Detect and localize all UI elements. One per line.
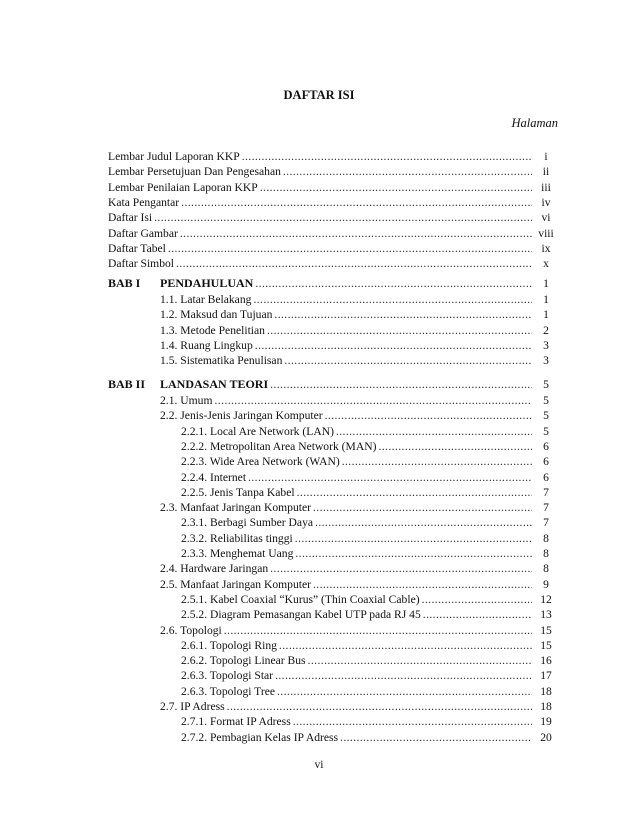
dot-leader xyxy=(274,307,532,322)
dot-leader xyxy=(260,180,532,195)
toc-page-number: 1 xyxy=(543,277,549,290)
toc-entry-row xyxy=(160,561,558,576)
dot-leader xyxy=(284,353,532,368)
toc-page-number: 9 xyxy=(543,577,549,591)
toc-entry-row xyxy=(181,424,558,439)
toc-page-number: vi xyxy=(541,211,551,225)
toc-page-number: 5 xyxy=(543,394,549,407)
toc-entry-row xyxy=(108,226,558,241)
dot-leader xyxy=(227,699,532,714)
toc-entry-row xyxy=(181,531,558,546)
dot-leader xyxy=(255,338,532,353)
toc-page-number: 8 xyxy=(543,547,549,560)
toc-entry-label: 2.7.2. Pembagian Kelas IP Adress xyxy=(181,730,339,744)
toc-entry-label: 2.2. Jenis-Jenis Jaringan Komputer xyxy=(160,409,323,423)
toc-chapter-row xyxy=(108,377,558,392)
dot-leader xyxy=(270,561,532,576)
toc-entry-row xyxy=(181,546,558,561)
toc-entry-row xyxy=(108,180,558,195)
toc-entry-label: 1.1. Latar Belakang xyxy=(160,293,252,306)
toc-page-number: 5 xyxy=(543,409,549,423)
toc-page-number: 8 xyxy=(543,562,549,576)
toc-page-number: 13 xyxy=(540,608,552,622)
toc-entry-label: Daftar Tabel xyxy=(108,241,166,255)
toc-page-number: 1 xyxy=(543,308,549,322)
chapter-heading: PENDAHULUAN xyxy=(160,276,254,290)
toc-entry-row xyxy=(181,470,558,485)
toc-entry-label: 2.6.3. Topologi Star xyxy=(181,669,274,683)
toc-entry-label: 2.2.2. Metropolitan Area Network (MAN) xyxy=(181,439,377,453)
toc-entry-row xyxy=(181,592,558,607)
toc-entry-label: 2.3. Manfaat Jaringan Komputer xyxy=(160,501,311,515)
toc-entry-row xyxy=(181,485,558,500)
dot-leader xyxy=(255,276,532,291)
toc-entry-label: 2.3.3. Menghemat Uang xyxy=(181,547,294,560)
toc-entry-row xyxy=(108,241,558,256)
toc-entry-label: 2.7. IP Adress xyxy=(160,700,225,713)
toc-entry-label: 2.5.2. Diagram Pemasangan Kabel UTP pada RJ 45 xyxy=(181,608,421,622)
toc-entry-row xyxy=(160,307,558,322)
toc-entry-row xyxy=(181,638,558,653)
toc-page-number: 17 xyxy=(540,669,552,683)
toc-entry-row xyxy=(160,393,558,408)
toc-entry-label: 2.4. Hardware Jaringan xyxy=(160,562,269,576)
toc-entry-row xyxy=(160,408,558,423)
toc-entry-row xyxy=(160,623,558,638)
toc-page-number: 5 xyxy=(543,378,549,391)
toc-page-number: 6 xyxy=(543,455,549,469)
toc-entry-row xyxy=(160,292,558,307)
toc-entry-label: 2.6.1. Topologi Ring xyxy=(181,638,277,652)
dot-leader xyxy=(315,515,532,530)
toc-page-number: 20 xyxy=(540,730,552,744)
toc-entry-row xyxy=(160,699,558,714)
dot-leader xyxy=(168,241,532,256)
toc-page-number: i xyxy=(544,150,548,163)
toc-entry-label: Daftar Gambar xyxy=(108,226,178,240)
toc-entry-row xyxy=(181,714,558,729)
toc-entry-label: 2.7.1. Format IP Adress xyxy=(181,715,291,729)
toc-page-number: 3 xyxy=(543,354,549,368)
dot-leader xyxy=(279,638,532,653)
toc-page-number: viii xyxy=(538,226,554,240)
toc-entry-label: 2.2.4. Internet xyxy=(181,470,247,484)
dot-leader xyxy=(297,485,532,500)
toc-page-number: 2 xyxy=(543,323,549,337)
toc-page-number: 15 xyxy=(540,623,552,637)
toc-page-number: 15 xyxy=(540,638,552,652)
toc-page-number: 7 xyxy=(543,485,549,499)
toc-entry-label: 2.2.3. Wide Area Network (WAN) xyxy=(181,455,340,469)
toc-entry-row xyxy=(108,210,558,225)
toc-page-number: 7 xyxy=(543,516,549,530)
toc-entry-label: Kata Pengantar xyxy=(108,195,180,209)
toc-entry-label: 2.1. Umum xyxy=(160,394,213,407)
toc-entry-label: Daftar Isi xyxy=(108,211,153,225)
toc-entry-label: 2.5.1. Kabel Coaxial “Kurus” (Thin Coaxial Cable) xyxy=(181,592,420,606)
dot-leader xyxy=(253,292,532,307)
dot-leader xyxy=(270,377,532,392)
dot-leader xyxy=(248,470,532,485)
toc-entry-row xyxy=(160,353,558,368)
page-number: vi xyxy=(314,758,324,771)
dot-leader xyxy=(267,323,532,338)
dot-leader xyxy=(423,607,532,622)
toc-page-number: iv xyxy=(541,195,551,209)
dot-leader xyxy=(242,149,532,164)
toc-entry-label: 2.6.2. Topologi Linear Bus xyxy=(181,654,306,668)
toc-entry-label: 1.2. Maksud dan Tujuan xyxy=(160,308,273,322)
dot-leader xyxy=(275,668,532,683)
page-title: DAFTAR ISI xyxy=(283,88,355,102)
dot-leader xyxy=(224,623,532,638)
toc-entry-label: 2.6.3. Topologi Tree xyxy=(181,684,275,698)
dot-leader xyxy=(283,164,532,179)
toc-page-number: x xyxy=(543,257,549,271)
toc-entry-row xyxy=(108,195,558,210)
toc-page-number: 5 xyxy=(543,424,549,438)
toc-page-number: iii xyxy=(541,180,551,194)
toc-entry-row xyxy=(108,149,558,164)
dot-leader xyxy=(215,393,533,408)
toc-entry-label: 2.6. Topologi xyxy=(160,623,222,637)
dot-leader xyxy=(313,500,532,515)
toc-entry-label: 1.3. Metode Penelitian xyxy=(160,323,265,337)
dot-leader xyxy=(277,684,532,699)
toc-page-number: ix xyxy=(541,241,551,255)
toc-page-number: 3 xyxy=(543,338,549,352)
toc-entry-label: Daftar Simbol xyxy=(108,257,175,271)
toc-entry-row xyxy=(108,164,558,179)
dot-leader xyxy=(308,653,532,668)
toc-entry-row xyxy=(160,323,558,338)
toc-entry-row xyxy=(160,500,558,515)
toc-page-number: 6 xyxy=(543,439,549,453)
toc-page-number: 12 xyxy=(540,592,552,606)
toc-page-number: 1 xyxy=(543,293,549,306)
dot-leader xyxy=(180,226,532,241)
toc-entry-label: 2.3.2. Reliabilitas tinggi xyxy=(181,531,293,545)
toc-entry-row xyxy=(181,515,558,530)
toc-entry-row xyxy=(181,607,558,622)
chapter-number: BAB I xyxy=(108,276,141,290)
toc-page-number: 19 xyxy=(540,715,552,729)
toc-entry-label: 2.2.5. Jenis Tanpa Kabel xyxy=(181,485,295,499)
toc-page-number: ii xyxy=(542,165,550,179)
toc-entry-label: Lembar Judul Laporan KKP xyxy=(108,150,240,163)
toc-chapter-row xyxy=(108,276,558,291)
dot-leader xyxy=(293,714,532,729)
dot-leader xyxy=(176,256,532,271)
toc-entry-label: 1.4. Ruang Lingkup xyxy=(160,338,253,352)
toc-entry-label: 2.5. Manfaat Jaringan Komputer xyxy=(160,577,311,591)
page-column-header: Halaman xyxy=(511,116,558,130)
toc-entry-row xyxy=(108,256,558,271)
dot-leader xyxy=(340,730,532,745)
dot-leader xyxy=(325,408,532,423)
dot-leader xyxy=(313,577,532,592)
toc-page-number: 7 xyxy=(543,501,549,515)
dot-leader xyxy=(154,210,532,225)
dot-leader xyxy=(181,195,532,210)
toc-entry-row xyxy=(181,684,558,699)
toc-entry-label: 1.5. Sistematika Penulisan xyxy=(160,354,283,368)
toc-entry-row xyxy=(181,730,558,745)
toc-entry-row xyxy=(160,577,558,592)
toc-page-number: 8 xyxy=(543,531,549,545)
toc-entry-label: Lembar Persetujuan Dan Pengesahan xyxy=(108,165,281,179)
dot-leader xyxy=(378,439,532,454)
chapter-heading: LANDASAN TEORI xyxy=(160,377,269,391)
toc-entry-row xyxy=(181,653,558,668)
toc-entry-label: Lembar Penilaian Laporan KKP xyxy=(108,180,258,194)
toc-page-number: 18 xyxy=(540,684,552,698)
dot-leader xyxy=(295,546,532,561)
dot-leader xyxy=(336,424,532,439)
toc-entry-label: 2.2.1. Local Are Network (LAN) xyxy=(181,424,334,438)
toc-entry-row xyxy=(181,668,558,683)
dot-leader xyxy=(295,531,532,546)
toc-entry-label: 2.3.1. Berbagi Sumber Daya xyxy=(181,516,314,530)
dot-leader xyxy=(342,454,532,469)
dot-leader xyxy=(422,592,532,607)
toc-entry-row xyxy=(160,338,558,353)
toc-page-number: 18 xyxy=(540,700,552,713)
chapter-number: BAB II xyxy=(108,377,146,391)
toc-entry-row xyxy=(181,454,558,469)
toc-page-number: 16 xyxy=(540,654,552,668)
toc-page-number: 6 xyxy=(543,470,549,484)
toc-entry-row xyxy=(181,439,558,454)
